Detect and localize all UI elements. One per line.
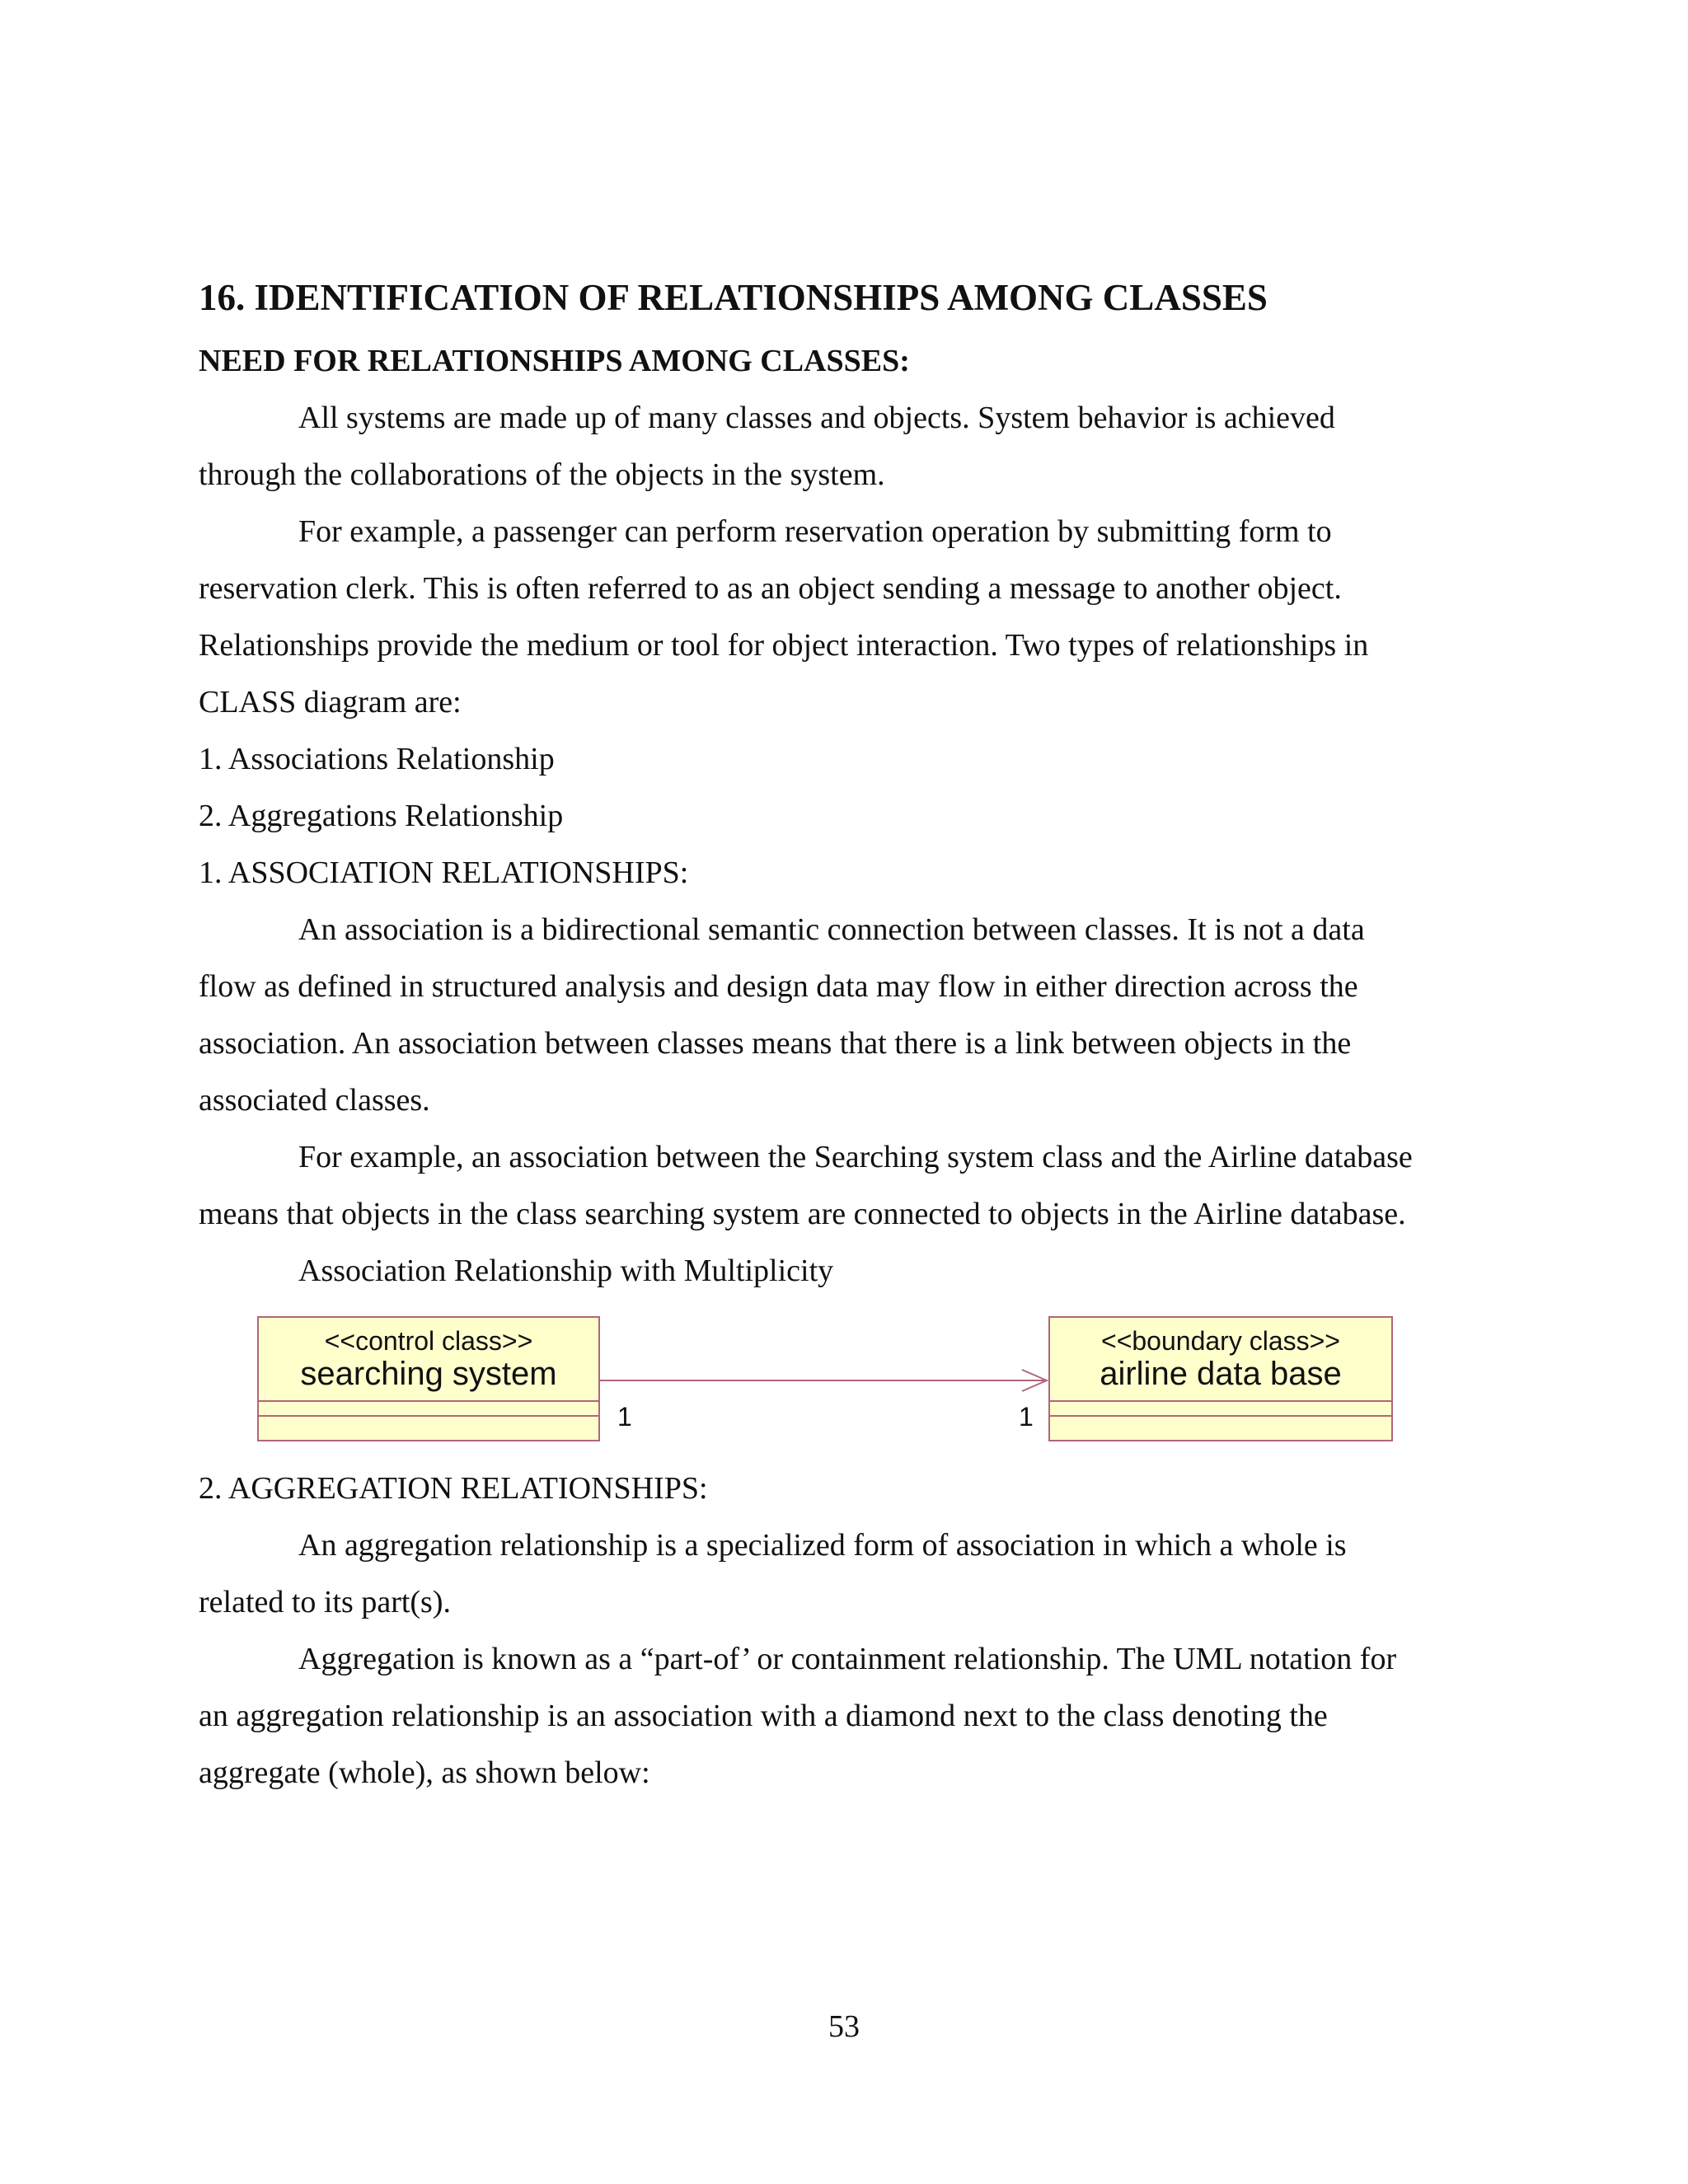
paragraph-line: means that objects in the class searching system are connected to objects in the Airline database. bbox=[199, 1197, 1406, 1231]
paragraph-line: associated classes. bbox=[199, 1083, 430, 1118]
boundary-class-box[interactable] bbox=[1048, 1316, 1393, 1441]
class-name: airline data base bbox=[1100, 1356, 1342, 1392]
paragraph-line: For example, an association between the Searching system class and the Airline database bbox=[298, 1140, 1413, 1174]
diagram-caption: Association Relationship with Multiplicity bbox=[298, 1254, 834, 1288]
paragraph-line: through the collaborations of the objects in the system. bbox=[199, 457, 885, 492]
paragraph-line: reservation clerk. This is often referred to as an object sending a message to another object. bbox=[199, 571, 1342, 606]
paragraph-line: flow as defined in structured analysis and design data may flow in either direction across the bbox=[199, 969, 1358, 1004]
class-stereotype: <<boundary class>> bbox=[1101, 1326, 1340, 1356]
class-header bbox=[259, 1318, 598, 1402]
list-item: 1. Associations Relationship bbox=[199, 742, 555, 776]
paragraph-line: An association is a bidirectional semantic connection between classes. It is not a data bbox=[298, 912, 1365, 947]
paragraph-line: an aggregation relationship is an association with a diamond next to the class denoting the bbox=[199, 1699, 1328, 1733]
paragraph-line: Relationships provide the medium or tool for object interaction. Two types of relationships in bbox=[199, 628, 1369, 663]
control-class-box[interactable] bbox=[257, 1316, 600, 1441]
paragraph-line: CLASS diagram are: bbox=[199, 685, 462, 719]
class-stereotype: <<control class>> bbox=[324, 1326, 533, 1356]
attributes-compartment bbox=[1050, 1402, 1391, 1417]
paragraph-line: An aggregation relationship is a specialized form of association in which a whole is bbox=[298, 1528, 1347, 1563]
class-header bbox=[1050, 1318, 1391, 1402]
page-number: 53 bbox=[828, 2009, 860, 2044]
class-name: searching system bbox=[300, 1356, 557, 1392]
left-multiplicity: 1 bbox=[617, 1402, 632, 1432]
section-heading: 16. IDENTIFICATION OF RELATIONSHIPS AMONG CLASSES bbox=[199, 277, 1268, 318]
aggregation-section-title: 2. AGGREGATION RELATIONSHIPS: bbox=[199, 1471, 708, 1506]
association-section-title: 1. ASSOCIATION RELATIONSHIPS: bbox=[199, 855, 689, 890]
attributes-compartment bbox=[259, 1402, 598, 1417]
paragraph-line: related to its part(s). bbox=[199, 1585, 452, 1619]
paragraph-line: For example, a passenger can perform reservation operation by submitting form to bbox=[298, 514, 1332, 549]
subsection-heading: NEED FOR RELATIONSHIPS AMONG CLASSES: bbox=[199, 344, 910, 378]
right-multiplicity: 1 bbox=[1019, 1402, 1034, 1432]
paragraph-line: aggregate (whole), as shown below: bbox=[199, 1755, 650, 1790]
paragraph-line: association. An association between classes means that there is a link between objects in the bbox=[199, 1026, 1352, 1061]
list-item: 2. Aggregations Relationship bbox=[199, 799, 564, 833]
paragraph-line: Aggregation is known as a “part-of’ or containment relationship. The UML notation for bbox=[298, 1642, 1397, 1676]
paragraph-line: All systems are made up of many classes and objects. System behavior is achieved bbox=[298, 401, 1335, 435]
